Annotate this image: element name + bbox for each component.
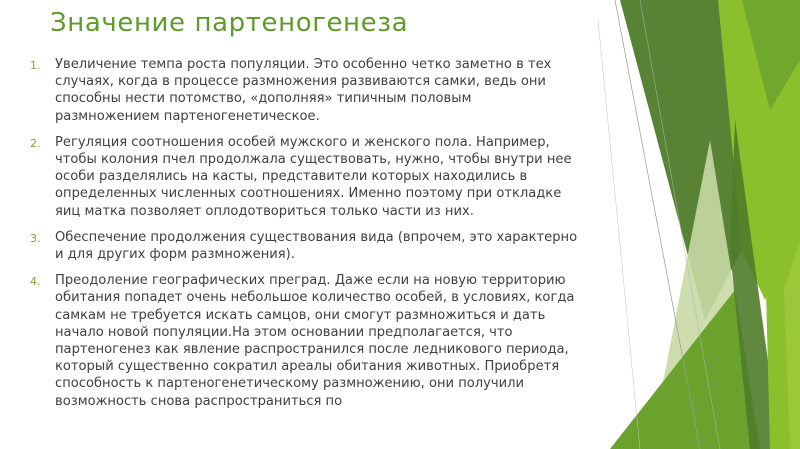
item-text: Преодоление географических преград. Даже если на новую территорию обитания попадет очень небольшое количество особей, в условиях, когда самкам не требуется искать самцов, они смогут размножиться и дать начало новой популяции.На этом основании предполагается, что партеногенез как явление распространился после ледникового периода, который существенно сократил ареалы обитания животных. Приобретя способность к партеногенетическому размножению, они получили возможность снова распространиться по [55, 273, 575, 409]
item-number: 4. [30, 275, 41, 289]
mid-green-stripe-top [742, 0, 800, 110]
item-text: Регуляция соотношения особей мужского и женского пола. Например, чтобы колония пчел продолжала существовать, нужно, чтобы внутри нее особи разделялись на касты, представители которых находились в определенных численных соотношениях. Именно поэтому при откладке яиц матка позволяет оплодотвориться только части из них. [55, 134, 572, 219]
list-item [30, 229, 578, 263]
slide-title: Значение партеногенеза [50, 8, 409, 38]
light-green-wedge-lower [765, 180, 800, 449]
thin-line-2 [640, 0, 720, 449]
dark-green-band [620, 0, 742, 320]
item-number: 2. [30, 136, 41, 150]
list-item [30, 56, 578, 125]
points-list [30, 56, 578, 410]
item-number: 1. [30, 59, 41, 72]
mid-green-triangle-lower [610, 290, 760, 449]
dark-green-piece-lower [730, 120, 780, 449]
thin-line-3 [598, 20, 640, 449]
bright-green-strip [784, 240, 800, 449]
content-area [30, 56, 578, 419]
pale-green-sliver [650, 140, 760, 449]
thin-line-1 [615, 0, 700, 449]
item-text: Обеспечение продолжения существования вида (впрочем, это характерно и для других форм размножения). [55, 229, 578, 263]
light-green-band-top [718, 0, 800, 300]
item-number: 3. [30, 231, 41, 245]
list-item [30, 272, 578, 410]
item-text: Увеличение темпа роста популяции. Это особенно четко заметно в тех случаях, когда в процессе размножения развиваются самки, ведь они способны нести потомство, «дополняя» типичным половым размножением партеногенетическое. [55, 57, 552, 124]
list-item [30, 134, 578, 220]
